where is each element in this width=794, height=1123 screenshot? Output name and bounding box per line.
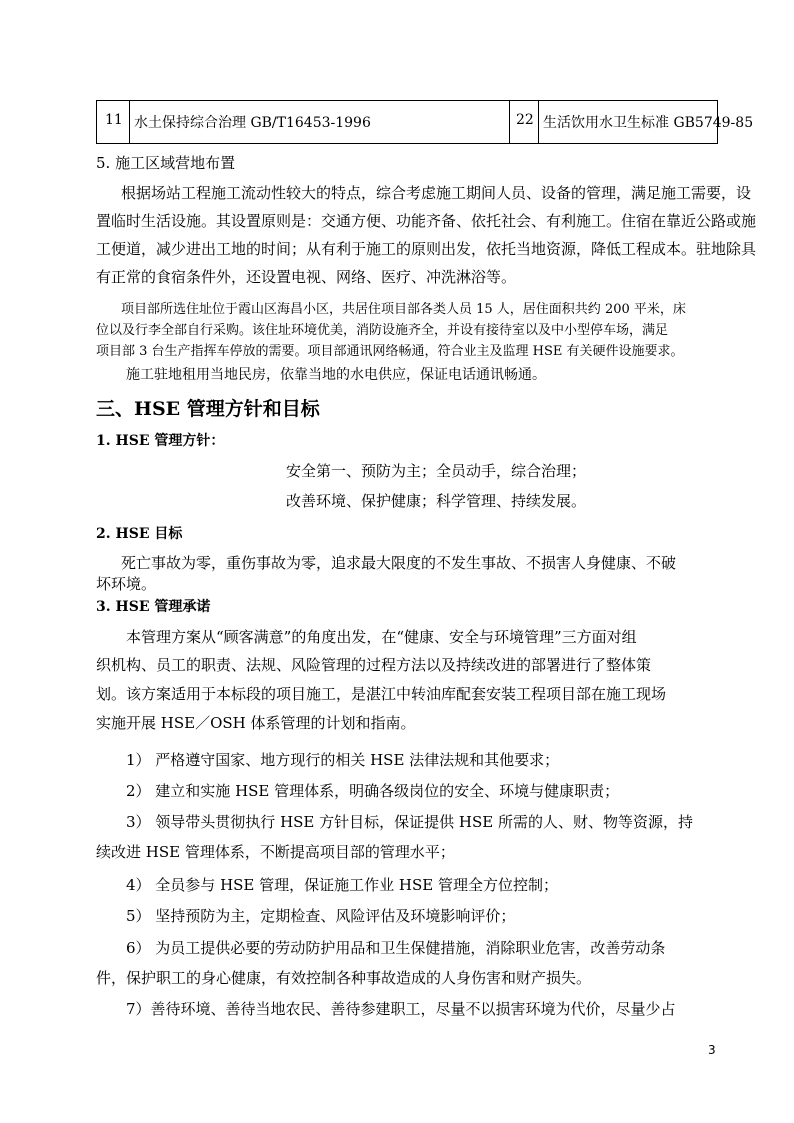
- paragraph-line: 本管理方案从“顾客满意”的角度出发，在“健康、安全与环境管理”三方面对组: [126, 628, 637, 646]
- standard-name: 水土保持综合治理 GB/T16453-1996: [134, 115, 371, 131]
- paragraph-line: 工便道，减少进出工地的时间；从有利于施工的原则出发，依托当地资源，降低工程成本。驻地除具: [96, 240, 757, 258]
- paragraph-line: 位以及行李全部自行采购。该住址环境优美，消防设施齐全，并设有接待室以及中小型停车场，满足: [96, 323, 669, 338]
- commitment-item: 2） 建立和实施 HSE 管理体系，明确各级岗位的安全、环境与健康职责；: [126, 782, 620, 800]
- commitment-item: 6） 为员工提供必要的劳动防护用品和卫生保健措施，消除职业危害，改善劳动条: [126, 939, 666, 957]
- commitment-item: 1） 严格遵守国家、地方现行的相关 HSE 法律法规和其他要求；: [126, 751, 560, 769]
- subsection-title: 2. HSE 目标: [96, 526, 183, 542]
- subsection-title: 3. HSE 管理承诺: [96, 599, 211, 615]
- paragraph-line: 根据场站工程施工流动性较大的特点，综合考虑施工期间人员、设备的管理，满足施工需要，设: [121, 184, 752, 202]
- commitment-item: 续改进 HSE 管理体系，不断提高项目部的管理水平；: [96, 843, 455, 861]
- standard-name: 生活饮用水卫生标准 GB5749-85: [543, 115, 754, 131]
- paragraph-line: 死亡事故为零，重伤事故为零，追求最大限度的不发生事故、不损害人身健康、不破: [121, 554, 677, 572]
- paragraph-line: 有正常的食宿条件外，还设置电视、网络、医疗、冲洗淋浴等。: [96, 268, 517, 286]
- table-cell-number: [510, 101, 539, 143]
- paragraph-line: 项目部所选住址位于霞山区海昌小区，共居住项目部各类人员 15 人，居住面积共约 200 平米，床: [121, 302, 686, 317]
- commitment-item: 3） 领导带头贯彻执行 HSE 方针目标，保证提供 HSE 所需的人、财、物等资源，持: [126, 813, 694, 831]
- paragraph-line: 实施开展 HSE／OSH 体系管理的计划和指南。: [96, 714, 416, 732]
- paragraph-line: 项目部 3 台生产指挥车停放的需要。项目部通讯网络畅通，符合业主及监理 HSE 有关硬件设施要求。: [96, 344, 684, 359]
- paragraph-line: 织机构、员工的职责、法规、风险管理的过程方法以及持续改进的部署进行了整体策: [96, 656, 652, 674]
- paragraph-line: 坏环境。: [96, 575, 157, 593]
- standards-table: [96, 100, 754, 144]
- paragraph-line: 置临时生活设施。其设置原则是：交通方便、功能齐备、依托社会、有利施工。住宿在靠近公路或施: [96, 212, 757, 230]
- table-cell-standard: [130, 101, 510, 143]
- table-cell-number: [97, 101, 130, 143]
- table-cell-standard: [539, 101, 754, 143]
- commitment-item: 4） 全员参与 HSE 管理，保证施工作业 HSE 管理全方位控制；: [126, 876, 558, 894]
- commitment-item: 5） 坚持预防为主，定期检查、风险评估及环境影响评价；: [126, 907, 516, 925]
- policy-line: 改善环境、保护健康；科学管理、持续发展。: [286, 492, 587, 510]
- row-number: 22: [516, 112, 534, 128]
- section-title: 5. 施工区域营地布置: [96, 154, 236, 172]
- commitment-item: 7）善待环境、善待当地农民、善待参建职工，尽量不以损害环境为代价，尽量少占: [126, 1000, 676, 1018]
- policy-line: 安全第一、预防为主；全员动手，综合治理；: [286, 462, 587, 480]
- row-number: 11: [105, 112, 123, 128]
- subsection-title: 1. HSE 管理方针：: [96, 433, 225, 449]
- page-number: 3: [708, 1043, 716, 1057]
- chapter-heading: 三、HSE 管理方针和目标: [96, 398, 320, 420]
- paragraph-line: 施工驻地租用当地民房，依靠当地的水电供应，保证电话通讯畅通。: [126, 367, 546, 383]
- paragraph-line: 划。该方案适用于本标段的项目施工，是湛江中转油库配套安装工程项目部在施工现场: [96, 685, 667, 703]
- commitment-item: 件，保护职工的身心健康，有效控制各种事故造成的人身伤害和财产损失。: [96, 969, 592, 987]
